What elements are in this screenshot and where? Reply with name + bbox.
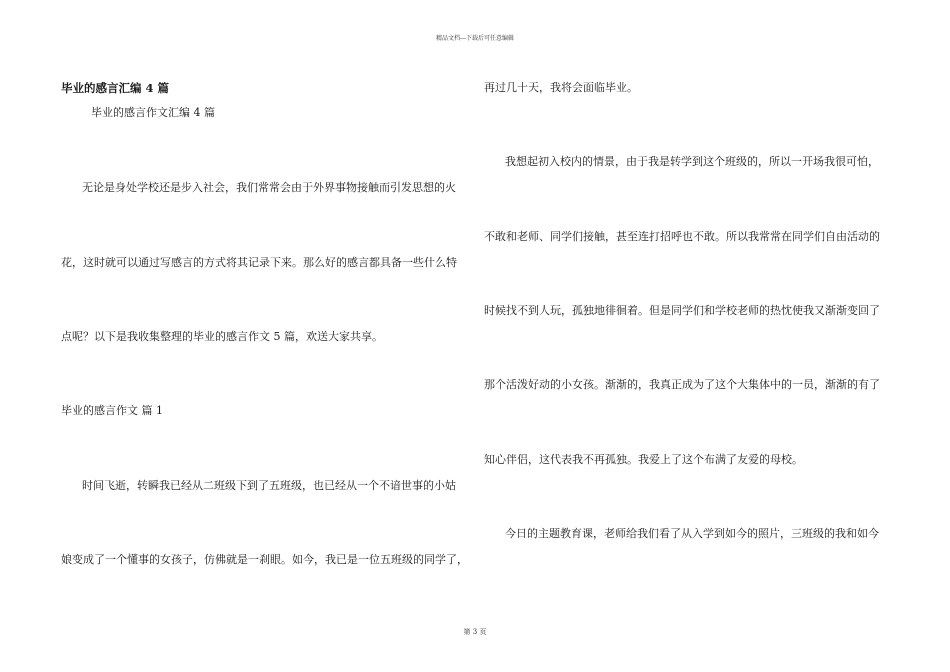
paragraph-line: 我想起初入校内的情景，由于我是转学到这个班级的，所以一开场我很可怕， xyxy=(505,155,879,168)
document-title: 毕业的感言汇编 4 篇 xyxy=(61,81,170,95)
paragraph-line: 时候找不到人玩，孤独地徘徊着。但是同学们和学校老师的热忱使我又渐渐变回了 xyxy=(484,304,880,317)
paragraph-line: 今日的主题教育课，老师给我们看了从入学到如今的照片，三班级的我和如今 xyxy=(505,527,879,540)
paragraph-line: 时间飞逝，转瞬我已经从二班级下到了五班级，也已经从一个不谙世事的小姑 xyxy=(82,479,456,492)
paragraph-line: 娘变成了一个懂事的女孩子，仿佛就是一刹眼。如今，我已是一位五班级的同学了， xyxy=(61,553,468,566)
page-header: 精品文档---下载后可任意编辑 xyxy=(435,35,515,42)
document-subtitle: 毕业的感言作文汇编 4 篇 xyxy=(91,106,215,119)
paragraph-line: 那个活泼好动的小女孩。渐渐的，我真正成为了这个大集体中的一员，渐渐的有了 xyxy=(484,378,880,391)
page-footer: 第 3 页 xyxy=(463,628,487,636)
paragraph-line: 知心伴侣，这代表我不再孤独。我爱上了这个布满了友爱的母校。 xyxy=(484,453,803,466)
paragraph-line: 花，这时就可以通过写感言的方式将其记录下来。那么好的感言都具备一些什么特 xyxy=(61,256,457,269)
paragraph-line: 再过几十天，我将会面临毕业。 xyxy=(484,81,638,94)
paragraph-line: 无论是身处学校还是步入社会，我们常常会由于外界事物接触而引发思想的火 xyxy=(82,181,456,194)
section-heading: 毕业的感言作文 篇 1 xyxy=(61,404,163,417)
paragraph-line: 不敢和老师、同学们接触，甚至连打招呼也不敢。所以我常常在同学们自由活动的 xyxy=(484,230,880,243)
paragraph-line: 点呢？以下是我收集整理的毕业的感言作文 5 篇，欢送大家共享。 xyxy=(61,330,383,343)
